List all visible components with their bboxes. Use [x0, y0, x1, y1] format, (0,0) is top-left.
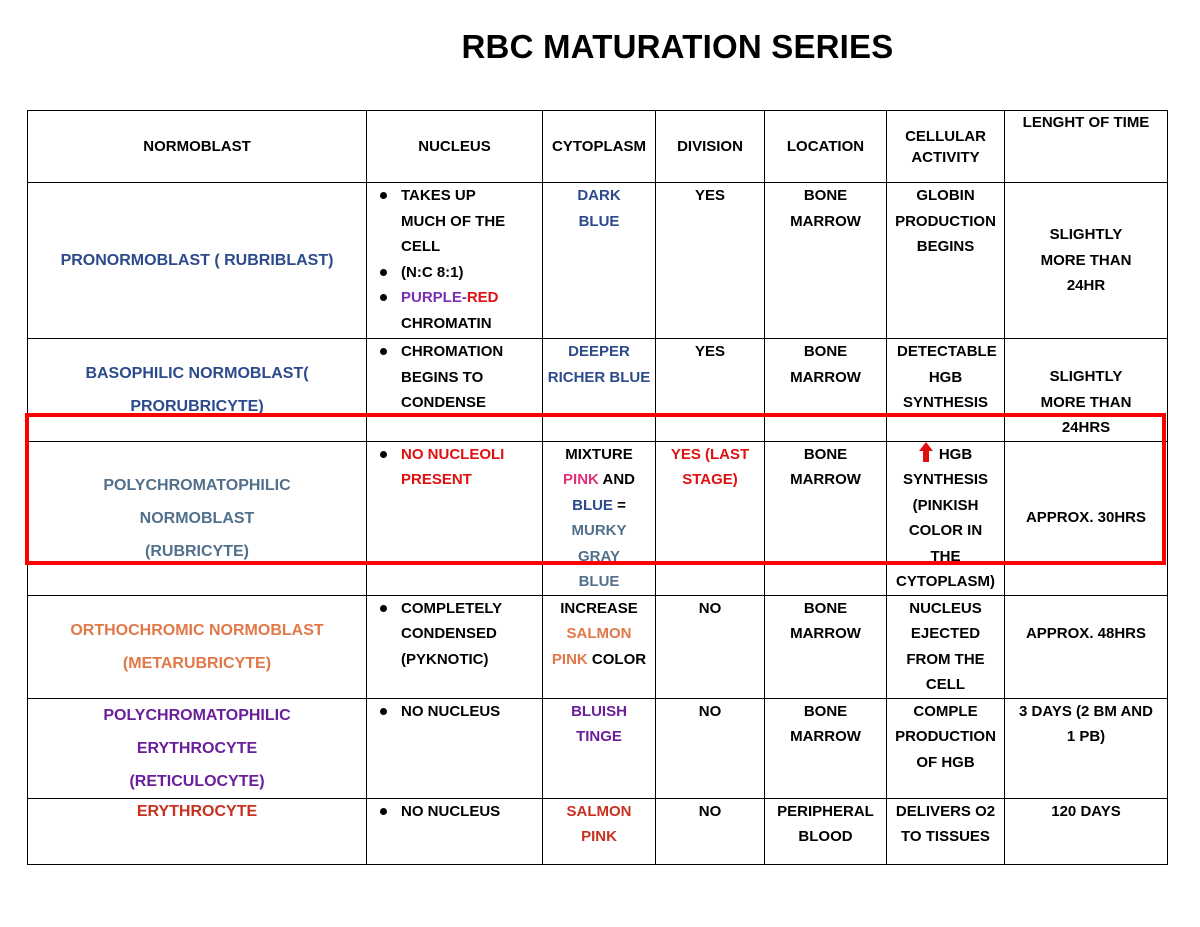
time-cell: SLIGHTLY MORE THAN 24HR	[1005, 183, 1168, 339]
increase-word: INCREASE	[560, 599, 638, 617]
header-division: DIVISION	[656, 111, 765, 183]
stage-name: POLYCHROMATOPHILIC NORMOBLAST (RUBRICYTE)	[28, 441, 367, 595]
activity-cell: DETECTABLE HGB SYNTHESIS	[887, 339, 1005, 442]
color-word: COLOR	[591, 650, 647, 668]
activity-cell: NUCLEUS EJECTED FROM THE CELL	[887, 595, 1005, 698]
header-cellular-activity: CELLULAR ACTIVITY	[887, 111, 1005, 183]
up-arrow-icon	[919, 442, 933, 462]
header-normoblast: NORMOBLAST	[28, 111, 367, 183]
activity-cell: COMPLE PRODUCTION OF HGB	[887, 698, 1005, 798]
stage-name: POLYCHROMATOPHILIC ERYTHROCYTE (RETICULOCYTE)	[28, 698, 367, 798]
stage-name: BASOPHILIC NORMOBLAST( PRORUBRICYTE)	[28, 339, 367, 442]
list-item: TAKES UP MUCH OF THE CELL	[401, 183, 538, 260]
activity-text: HGB SYNTHESIS (PINKISH COLOR IN THE CYTOPLASM)	[896, 445, 995, 590]
page-title: RBC MATURATION SERIES	[461, 28, 894, 65]
list-item: NO NUCLEOLI PRESENT	[401, 442, 538, 493]
list-item: (N:C 8:1)	[401, 260, 538, 286]
table-row	[28, 339, 1168, 442]
nucleus-cell	[367, 183, 543, 339]
purple-word: PURPLE-	[401, 289, 467, 306]
nucleus-list	[375, 183, 538, 336]
nucleus-cell	[367, 339, 543, 442]
stage-name: ORTHOCHROMIC NORMOBLAST (METARUBRICYTE)	[28, 595, 367, 698]
cytoplasm-cell: DARK BLUE	[543, 183, 656, 339]
and-word: AND	[602, 471, 635, 488]
table-row	[28, 441, 1168, 595]
division-cell: YES	[656, 339, 765, 442]
division-cell: NO	[656, 698, 765, 798]
red-word: RED	[466, 289, 499, 306]
cytoplasm-cell: DEEPER RICHER BLUE	[543, 339, 656, 442]
nucleus-cell	[367, 798, 543, 864]
list-item: COMPLETELY CONDENSED (PYKNOTIC)	[401, 596, 538, 673]
nucleus-cell	[367, 698, 543, 798]
time-cell: 3 DAYS (2 BM AND 1 PB)	[1005, 698, 1168, 798]
rbc-maturation-table	[27, 110, 1168, 865]
division-cell: YES	[656, 183, 765, 339]
time-cell: SLIGHTLY MORE THAN 24HRS	[1005, 339, 1168, 442]
nucleus-list	[375, 799, 538, 825]
location-cell: PERIPHERAL BLOOD	[765, 798, 887, 864]
division-cell: YES (LAST STAGE)	[656, 441, 765, 595]
location-cell: BONE MARROW	[765, 441, 887, 595]
murky-gray-blue: MURKY GRAY BLUE	[571, 522, 627, 590]
cytoplasm-cell	[543, 595, 656, 698]
nucleus-list	[375, 442, 538, 493]
cytoplasm-cell	[543, 441, 656, 595]
location-cell: BONE MARROW	[765, 595, 887, 698]
table-row	[28, 183, 1168, 339]
time-cell: APPROX. 30HRS	[1005, 441, 1168, 595]
table-row	[28, 595, 1168, 698]
activity-cell: GLOBIN PRODUCTION BEGINS	[887, 183, 1005, 339]
chromatin-word: CHROMATIN	[401, 314, 492, 332]
division-cell: NO	[656, 595, 765, 698]
time-cell: APPROX. 48HRS	[1005, 595, 1168, 698]
list-item	[401, 285, 538, 336]
cytoplasm-cell: BLUISH TINGE	[543, 698, 656, 798]
activity-cell: DELIVERS O2 TO TISSUES	[887, 798, 1005, 864]
location-cell: BONE MARROW	[765, 339, 887, 442]
nucleus-cell	[367, 441, 543, 595]
stage-name: PRONORMOBLAST ( RUBRIBLAST)	[28, 183, 367, 339]
table-row	[28, 798, 1168, 864]
location-cell: BONE MARROW	[765, 183, 887, 339]
division-cell: NO	[656, 798, 765, 864]
header-location: LOCATION	[765, 111, 887, 183]
equals-word: =	[617, 496, 626, 514]
header-cytoplasm: CYTOPLASM	[543, 111, 656, 183]
activity-cell	[887, 441, 1005, 595]
cytoplasm-cell: SALMON PINK	[543, 798, 656, 864]
list-item: CHROMATION BEGINS TO CONDENSE	[401, 339, 538, 416]
mixture-word: MIXTURE	[565, 445, 633, 463]
time-cell: 120 DAYS	[1005, 798, 1168, 864]
blue-word: BLUE	[572, 496, 613, 514]
list-item: NO NUCLEUS	[401, 699, 538, 725]
nucleus-list	[375, 699, 538, 725]
table-row	[28, 698, 1168, 798]
location-cell: BONE MARROW	[765, 698, 887, 798]
list-item: NO NUCLEUS	[401, 799, 538, 825]
nucleus-list	[375, 339, 538, 416]
stage-name: ERYTHROCYTE	[28, 798, 367, 864]
nucleus-cell	[367, 595, 543, 698]
header-nucleus: NUCLEUS	[367, 111, 543, 183]
pink-word: PINK	[563, 471, 599, 488]
nucleus-list	[375, 596, 538, 673]
header-length-of-time: LENGHT OF TIME	[1005, 111, 1168, 183]
header-row	[28, 111, 1168, 183]
salmon-pink-word: SALMON PINK	[551, 625, 632, 668]
